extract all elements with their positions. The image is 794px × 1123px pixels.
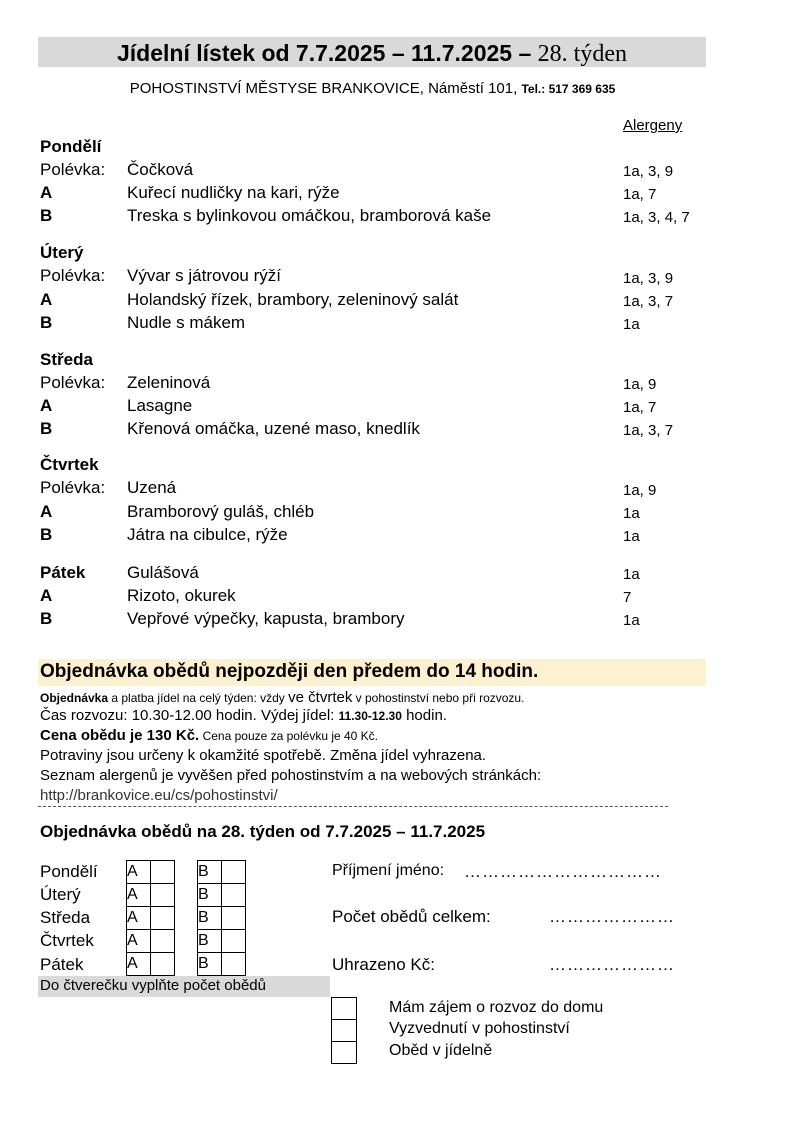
website-link[interactable]: http://brankovice.eu/cs/pohostinstvi/ xyxy=(40,787,278,804)
day-name: Čtvrtek xyxy=(40,455,99,474)
meal-b-label: B xyxy=(40,419,53,438)
meal-a-label: A xyxy=(40,586,53,605)
meal-b: Vepřové výpečky, kapusta, brambory xyxy=(127,609,405,628)
meal-a: Rizoto, okurek xyxy=(127,586,236,605)
total-count-label: Počet obědů celkem: xyxy=(332,907,491,926)
col-b-label: B xyxy=(198,930,222,953)
meal-a-allergens: 7 xyxy=(623,589,632,606)
fill-hint: Do čtverečku vyplňte počet obědů xyxy=(40,977,266,994)
delivery-option: Mám zájem o rozvoz do domu xyxy=(389,999,604,1016)
col-a-label: A xyxy=(127,884,151,907)
total-count-field[interactable]: ………………… xyxy=(549,907,675,926)
order-grid-a xyxy=(126,860,175,976)
meal-price: Cena obědu je 130 Kč. xyxy=(40,727,200,744)
pickup-time: 11.30-12.30 xyxy=(338,709,402,723)
pickup-option: Vyzvednutí v pohostinství xyxy=(389,1020,570,1037)
dine-in-option: Oběd v jídelně xyxy=(389,1042,493,1059)
hours-word: hodin. xyxy=(401,707,447,724)
order-line-4: Potraviny jsou určeny k okamžité spotřebě. Změna jídel vyhrazena. xyxy=(40,747,487,764)
menu-title xyxy=(38,37,706,67)
soup: Zeleninová xyxy=(127,373,211,392)
soup-price: Cena pouze za polévku je 40 Kč. xyxy=(199,729,379,743)
meal-a-allergens: 1a, 7 xyxy=(623,399,657,416)
order-text-end: v pohostinství nebo při rozvozu. xyxy=(352,691,525,705)
soup-allergens: 1a, 3, 9 xyxy=(623,163,674,180)
order-day: ve čtvrtek xyxy=(288,689,353,706)
soup-label: Polévka: xyxy=(40,373,106,392)
day-name: Středa xyxy=(40,350,93,369)
meal-b-allergens: 1a xyxy=(623,612,640,629)
delivery-checkbox[interactable] xyxy=(331,997,357,1020)
form-day-thursday: Čtvrtek xyxy=(40,931,94,950)
allergens-header: Alergeny xyxy=(623,117,683,134)
meal-a-allergens: 1a xyxy=(623,505,640,522)
meal-a: Holandský řízek, brambory, zeleninový salát xyxy=(127,290,459,309)
cut-line xyxy=(38,806,668,807)
meal-b-label: B xyxy=(40,525,53,544)
form-day-wednesday: Středa xyxy=(40,908,91,927)
dine-in-checkbox[interactable] xyxy=(331,1041,357,1064)
col-b-label: B xyxy=(198,907,222,930)
delivery-time: Čas rozvozu: 10.30-12.00 hodin. Výdej jídel: xyxy=(40,707,339,724)
meal-b-allergens: 1a xyxy=(623,316,640,333)
address: POHOSTINSTVÍ MĚSTYSE BRANKOVICE, Náměstí 101, xyxy=(129,80,518,97)
meal-b: Játra na cibulce, rýže xyxy=(127,525,288,544)
pickup-checkbox[interactable] xyxy=(331,1019,357,1042)
day-name: Pátek xyxy=(40,563,86,582)
meal-b-allergens: 1a xyxy=(623,528,640,545)
meal-b-allergens: 1a, 3, 4, 7 xyxy=(623,209,690,226)
count-box[interactable] xyxy=(222,884,246,907)
paid-label: Uhrazeno Kč: xyxy=(332,955,435,974)
col-a-label: A xyxy=(127,953,151,976)
surname-label: Příjmení jméno: xyxy=(332,862,445,879)
meal-a-label: A xyxy=(40,290,53,309)
col-a-label: A xyxy=(127,861,151,884)
meal-b: Křenová omáčka, uzené maso, knedlík xyxy=(127,419,420,438)
col-b-label: B xyxy=(198,884,222,907)
paid-field[interactable]: ………………… xyxy=(549,955,675,974)
address-line xyxy=(0,80,745,97)
count-box[interactable] xyxy=(222,953,246,976)
order-word: Objednávka xyxy=(40,691,109,705)
soup-label: Polévka: xyxy=(40,160,106,179)
count-box[interactable] xyxy=(151,930,175,953)
form-day-friday: Pátek xyxy=(40,955,84,974)
order-line-2 xyxy=(40,707,447,724)
col-a-label: A xyxy=(127,930,151,953)
day-name: Pondělí xyxy=(40,137,102,156)
count-box[interactable] xyxy=(151,907,175,930)
meal-b-allergens: 1a, 3, 7 xyxy=(623,422,674,439)
order-headline: Objednávka obědů nejpozději den předem do 14 hodin. xyxy=(40,661,539,682)
soup-label: Polévka: xyxy=(40,266,106,285)
col-a-label: A xyxy=(127,907,151,930)
form-day-monday: Pondělí xyxy=(40,862,98,881)
meal-a-allergens: 1a, 7 xyxy=(623,186,657,203)
form-day-tuesday: Úterý xyxy=(40,885,81,904)
order-line-1 xyxy=(40,689,524,706)
meal-a-label: A xyxy=(40,183,53,202)
col-b-label: B xyxy=(198,861,222,884)
meal-a-allergens: 1a, 3, 7 xyxy=(623,293,674,310)
soup: Gulášová xyxy=(127,563,199,582)
count-box[interactable] xyxy=(151,884,175,907)
count-box[interactable] xyxy=(151,861,175,884)
soup-allergens: 1a, 9 xyxy=(623,482,657,499)
meal-a: Lasagne xyxy=(127,396,193,415)
meal-a-label: A xyxy=(40,396,53,415)
soup-allergens: 1a, 9 xyxy=(623,376,657,393)
meal-b-label: B xyxy=(40,313,53,332)
soup: Čočková xyxy=(127,160,194,179)
meal-b: Nudle s mákem xyxy=(127,313,246,332)
surname-field[interactable]: …………………………… xyxy=(464,862,662,881)
title-text: Jídelní lístek od 7.7.2025 – 11.7.2025 – xyxy=(117,40,532,66)
order-grid-b xyxy=(197,860,246,976)
soup-allergens: 1a, 3, 9 xyxy=(623,270,674,287)
meal-b-label: B xyxy=(40,609,53,628)
meal-b: Treska s bylinkovou omáčkou, bramborová kaše xyxy=(127,206,492,225)
count-box[interactable] xyxy=(222,907,246,930)
meal-a: Bramborový guláš, chléb xyxy=(127,502,315,521)
count-box[interactable] xyxy=(222,930,246,953)
form-title: Objednávka obědů na 28. týden od 7.7.2025 – 11.7.2025 xyxy=(40,822,486,841)
count-box[interactable] xyxy=(222,861,246,884)
soup: Vývar s játrovou rýží xyxy=(127,266,281,285)
soup: Uzená xyxy=(127,478,177,497)
week-number: 28. týden xyxy=(537,41,627,67)
meal-b-label: B xyxy=(40,206,53,225)
meal-a-label: A xyxy=(40,502,53,521)
phone: Tel.: 517 369 635 xyxy=(521,82,616,96)
order-text: a platba jídel na celý týden: vždy xyxy=(108,691,289,705)
day-name: Úterý xyxy=(40,243,84,262)
col-b-label: B xyxy=(198,953,222,976)
soup-label: Polévka: xyxy=(40,478,106,497)
order-line-5: Seznam alergenů je vyvěšen před pohostinstvím a na webových stránkách: xyxy=(40,767,542,784)
count-box[interactable] xyxy=(151,953,175,976)
meal-a: Kuřecí nudličky na kari, rýže xyxy=(127,183,340,202)
soup-allergens: 1a xyxy=(623,566,640,583)
order-line-3 xyxy=(40,727,378,744)
